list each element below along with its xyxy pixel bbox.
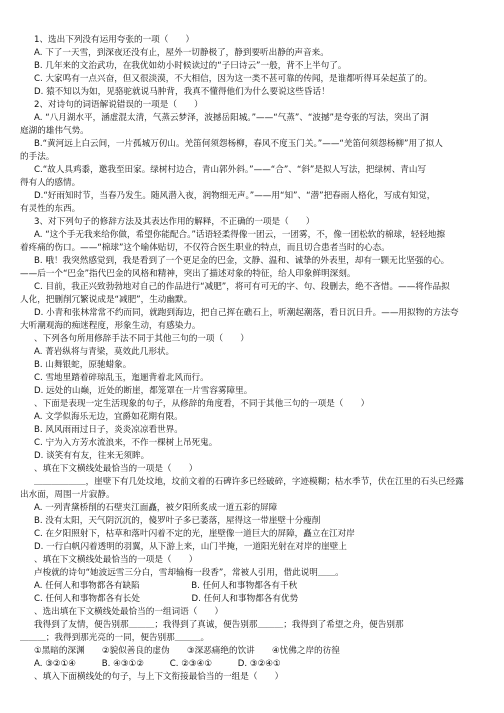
q2-option-b-cont: 的手法。: [20, 152, 55, 162]
q9-stem: 、填入下面横线处的句子，与上下文衔接最恰当的一组是（ ）: [34, 672, 284, 682]
q3-option-a: A. “这个手无我来给你做，希望你能配合。”话语轻柔得像一团云，一团雾，不，像一团松软的棉球，轻轻地擦: [34, 230, 446, 240]
q2-option-d-cont: 有灵性的东西。: [20, 204, 81, 214]
q8-stem: 、选出填在下文横线处最恰当的一组词语（ ）: [34, 607, 224, 617]
q2-option-a-cont: 庭湖的雄伟气势。: [20, 126, 89, 136]
q4-stem: 、下列各句所用修辞手法不同于其他三句的一项（ ）: [34, 334, 249, 344]
q3-option-c-cont: 人化，把删削冗繁说成是“减肥”，生动幽默。: [20, 295, 193, 305]
q6-option-d: D. 一行白帆闪着透明的羽翼，从下游上来，山门半掩，一道阳光射在对岸的崖壁上: [34, 542, 347, 552]
q1-option-c: C. 大家鸣有一点兴奋，但又很淡漠，不大相信，因为这一类不甚可靠的传闻，是谁都听得耳朵起茧了的。: [34, 74, 433, 84]
q6-passage-cont: 出水面，周围一片寂静。: [20, 490, 115, 500]
q1-option-d: D. 猿不知以为如，见骆驼就说马肿背，我真不懂得他们为什么要说这些昏话！: [34, 87, 330, 97]
q6-option-a: A. 一列青黛桥削的石壁夹江面矗，被夕阳所炙成一道五彩的屏障: [34, 503, 278, 513]
q5-option-b: B. 风风雨雨过日子，炎炎凉凉看世界。: [34, 425, 183, 435]
q1-option-b: B. 几年来的文治武功，在我优如幼小时候读过的“子曰诗云”一般，背不上半句了。: [34, 61, 347, 71]
q1-stem: 1、选出下列没有运用夸张的一项（ ）: [34, 35, 195, 45]
q5-option-c: C. 宁为入方芳水流浪来，不作一棵树上吊死鬼。: [34, 438, 218, 448]
q8-passage-cont: ＿＿＿；我得到那光亮的一同，便告别那＿＿＿。: [20, 633, 210, 643]
q1-option-a: A. 下了一天雪，到深夜还没有止，屋外一切静极了，静到要听出静的声音来。: [34, 48, 329, 58]
q6-passage: ＿＿＿＿＿＿，崖壁下有几处坟地，坟前文着的石碑许多已经破碎，字迹模糊；枯水季节，伏在江里的石头已经露: [34, 477, 464, 487]
q7-stem: 、填在下文横线处最恰当的一项是（ ）: [34, 555, 198, 565]
q3-option-d-cont: 大听潮观海的痴迷程度，形象生动，有感染力。: [20, 321, 201, 331]
q4-option-d: D. 远处的山巅，近处的断崖，都笼罩在一片雪容雾障里。: [34, 386, 253, 396]
q2-option-c-cont: 得有人的感情。: [20, 178, 81, 188]
q3-stem: 3、对下列句子的修辞方法及其表达作用的解释，不正确的一项是（ ）: [34, 217, 315, 227]
q8-word-choices: ①黑暗的深渊 ②貌似善良的虚伪 ③深恶痛绝的饮讲 ④忧佛之岸的彷徨: [34, 646, 340, 656]
q7-options-ab: A. 任何人和事物都各有缺陷 B. 任何人和事物都各有千秋: [34, 581, 298, 591]
q8-options: A. ③②①④ B. ④③①② C. ②③④① D. ③②④①: [34, 659, 281, 669]
q2-option-c: C.“故人具鸡黍，邀我至田家。绿树村边合，青山郭外斜。”——“合”、“斜”是拟人写法，把绿树、青山写: [34, 165, 427, 175]
q4-option-b: B. 山舞银蛇，原驰蜡象。: [34, 360, 132, 370]
q2-option-b: B.“黄河远上白云间，一片孤城万仞山。羌笛何须怨杨柳，春风不度玉门关。”——“羌笛何须怨杨柳”用了拟人: [34, 139, 443, 149]
q5-option-a: A. 文学似海乐无边，宜爵如花期有限。: [34, 412, 183, 422]
q4-option-c: C. 雪地里踏着碎琼乱玉，迤逦背着北风而行。: [34, 373, 209, 383]
q8-passage: 我得到了友情，便告别那＿＿＿；我得到了真诚，便告别那＿＿＿；我得到了希望之舟，便告别那: [34, 620, 404, 630]
q6-option-c: C. 在夕阳照射下，枯草和落叶闪着不定的光，崖壁像一道巨大的屏障，矗立在江对岸: [34, 529, 355, 539]
q5-option-d: D. 谈笑有有友，往来无须眸。: [34, 451, 150, 461]
q7-passage: 卢梭就的诗句“她波远雪三分白，雪却输梅一段香”，常被人引用，借此说明＿＿。: [34, 568, 344, 578]
q7-options-cd: C. 任何人和事物都各有长处 D. 任何人和事物都各有优势: [34, 594, 299, 604]
q3-option-d: D. 小青和张林常常不约而同，就跑到海边，把自己挥在礁石上，听潮起潮落，看日沉日升。——用拟物的方法夸: [34, 308, 459, 318]
q6-stem: 、填在下文横线处最恰当的一项是（ ）: [34, 464, 198, 474]
q3-option-b-cont: ——后一个“巴金”指代巴金的风格和精神，突出了描述对象的特征，给人印象鲜明深刻。: [20, 269, 356, 279]
q2-stem: 2、对诗句的词语解说错误的一项是（ ）: [34, 100, 203, 110]
q3-option-a-cont: 着疼痛的伤口。——“棉球”这个喻体贴切，不仅符合医生职业的特点，而且切合患者当时的心态。: [20, 243, 390, 253]
q4-option-a: A. 菁岩纵将与青梁，莫效此几形状。: [34, 347, 175, 357]
q6-option-b: B. 没有太阳，天气阴沉沉的，傻罗叶子多已萎落，屋得这一带崖壁十分瘦削: [34, 516, 321, 526]
q2-option-a: A. “八月湖水平，涵虚混太清，气蒸云梦泽，波撼岳阳城。”——“气蒸”、“波撼”是夸张的写法，突出了洞: [34, 113, 429, 123]
q2-option-d: D.“好雨知时节，当春乃发生。随风潜入夜，润物细无声。”——用“知”、“潜”把春雨人格化，写成有知觉，: [34, 191, 436, 201]
q3-option-c: C. 目前，我正兴致勃勃地对自己的作品进行“减肥”，将可有可无的字、句、段删去，绝不吝惜。——将作品拟: [34, 282, 450, 292]
q5-stem: 、下面是表现一定生活现象的句子，从修辞的角度看，不同于其他三句的一项是（ ）: [34, 399, 370, 409]
q3-option-b: B. 哦！我突然感觉到，我是看到了一个更足金的巴金，文静、温和、诚挚的外表里，却有一颗无比坚强的心。: [34, 256, 450, 266]
